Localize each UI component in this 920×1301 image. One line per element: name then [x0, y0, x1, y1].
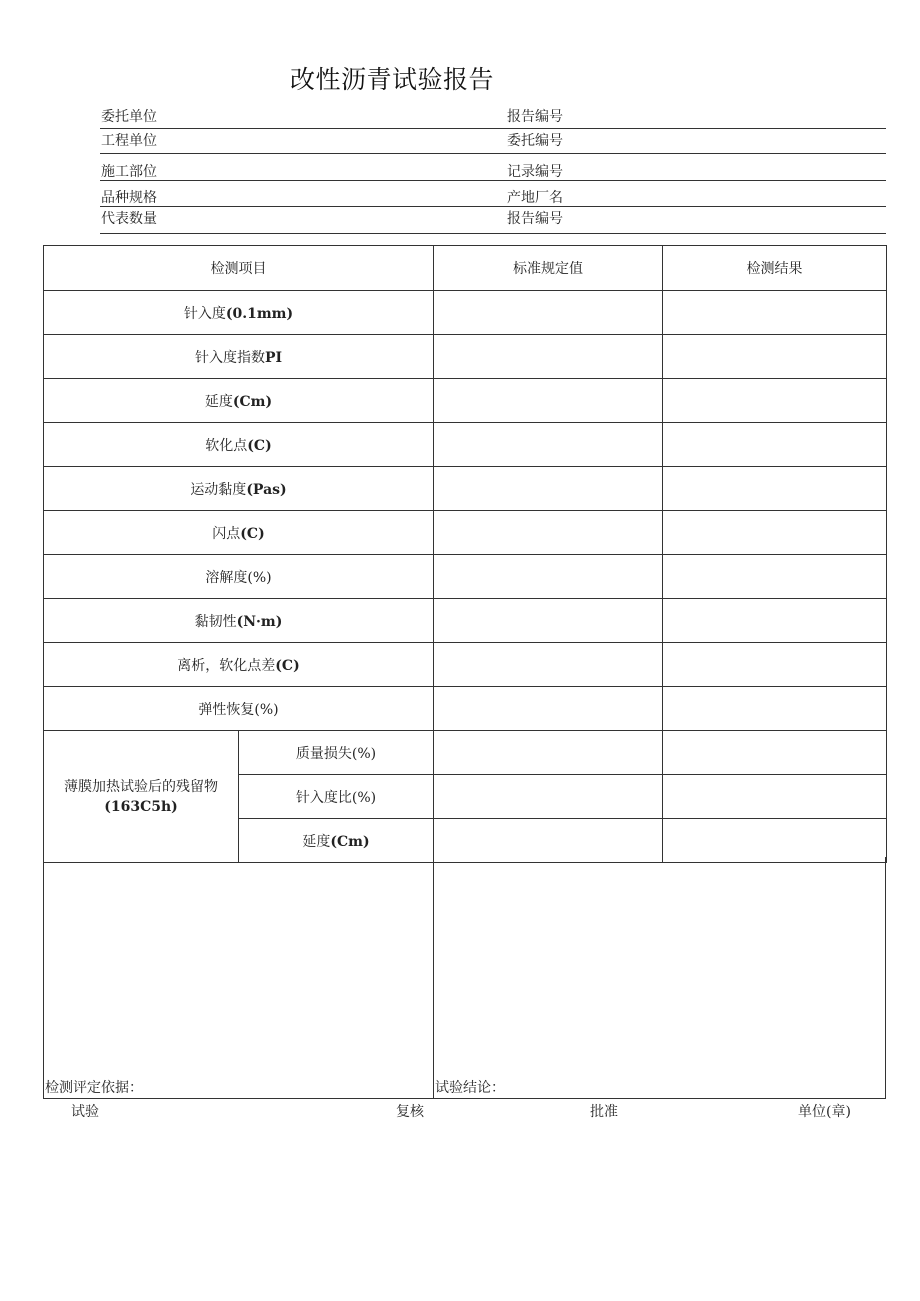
- conclusion-section: [43, 857, 886, 1099]
- result-cell[interactable]: [663, 379, 887, 423]
- header-standard-value: 标准规定值: [434, 246, 663, 291]
- row-label: 针入度(0.1mm): [44, 291, 434, 335]
- result-cell[interactable]: [663, 467, 887, 511]
- meta-label-manufacturer: 产地厂名: [507, 190, 563, 206]
- meta-divider: [100, 206, 886, 207]
- table-header-row: [44, 246, 887, 291]
- result-cell[interactable]: [663, 819, 887, 863]
- meta-label-commission-no: 委托编号: [507, 133, 563, 149]
- table-row: [44, 643, 887, 687]
- header-test-result: 检测结果: [663, 246, 887, 291]
- result-cell[interactable]: [663, 291, 887, 335]
- standard-value-cell[interactable]: [434, 819, 663, 863]
- standard-value-cell[interactable]: [434, 467, 663, 511]
- row-label: 针入度指数PI: [44, 335, 434, 379]
- group-label-residue: 薄膜加热试验后的残留物 (163C5h): [44, 731, 239, 863]
- report-title: 改性沥青试验报告: [290, 65, 495, 94]
- standard-value-cell[interactable]: [434, 599, 663, 643]
- meta-label-client-unit: 委托单位: [101, 109, 157, 125]
- standard-value-cell[interactable]: [434, 687, 663, 731]
- row-label: 弹性恢复(%): [44, 687, 434, 731]
- section-divider: [433, 857, 434, 1098]
- table-row: [44, 731, 887, 775]
- row-label: 溶解度(%): [44, 555, 434, 599]
- table-row: [44, 555, 887, 599]
- meta-divider: [100, 180, 886, 181]
- result-cell[interactable]: [663, 687, 887, 731]
- standard-value-cell[interactable]: [434, 775, 663, 819]
- result-cell[interactable]: [663, 775, 887, 819]
- result-cell[interactable]: [663, 731, 887, 775]
- meta-divider: [100, 153, 886, 154]
- header-test-item: 检测项目: [44, 246, 434, 291]
- row-label: 离析，软化点差(C): [44, 643, 434, 687]
- table-row: [44, 379, 887, 423]
- standard-value-cell[interactable]: [434, 335, 663, 379]
- row-label: 黏韧性(N·m): [44, 599, 434, 643]
- signature-reviewer: 复核: [396, 1104, 424, 1120]
- meta-divider: [100, 233, 886, 234]
- meta-label-record-no: 记录编号: [507, 164, 563, 180]
- standard-value-cell[interactable]: [434, 555, 663, 599]
- standard-value-cell[interactable]: [434, 379, 663, 423]
- table-row: [44, 687, 887, 731]
- table-row: [44, 423, 887, 467]
- meta-label-quantity: 代表数量: [101, 211, 157, 227]
- meta-divider: [100, 128, 886, 129]
- standard-value-cell[interactable]: [434, 643, 663, 687]
- result-cell[interactable]: [663, 555, 887, 599]
- standard-value-cell[interactable]: [434, 291, 663, 335]
- row-label: 运动黏度(Pas): [44, 467, 434, 511]
- sub-row-label: 延度(Cm): [239, 819, 434, 863]
- signature-unit-seal: 单位(章): [798, 1104, 851, 1120]
- meta-label-report-no: 报告编号: [507, 109, 563, 125]
- table-row: [44, 335, 887, 379]
- signature-approver: 批准: [590, 1104, 618, 1120]
- row-label: 闪点(C): [44, 511, 434, 555]
- standard-value-cell[interactable]: [434, 511, 663, 555]
- table-row: [44, 467, 887, 511]
- meta-label-variety-spec: 品种规格: [101, 190, 157, 206]
- result-cell[interactable]: [663, 335, 887, 379]
- table-row: [44, 291, 887, 335]
- table-row: [44, 599, 887, 643]
- standard-value-cell[interactable]: [434, 423, 663, 467]
- signature-tester: 试验: [71, 1104, 99, 1120]
- meta-label-construction-site: 施工部位: [101, 164, 157, 180]
- result-cell[interactable]: [663, 599, 887, 643]
- result-cell[interactable]: [663, 643, 887, 687]
- row-label: 延度(Cm): [44, 379, 434, 423]
- result-cell[interactable]: [663, 511, 887, 555]
- meta-label-report-no-2: 报告编号: [507, 211, 563, 227]
- result-cell[interactable]: [663, 423, 887, 467]
- table-row: [44, 511, 887, 555]
- meta-label-project-unit: 工程单位: [101, 133, 157, 149]
- test-conclusion-label: 试验结论：: [435, 1080, 505, 1096]
- standard-value-cell[interactable]: [434, 731, 663, 775]
- row-label: 软化点(C): [44, 423, 434, 467]
- sub-row-label: 质量损失(%): [239, 731, 434, 775]
- evaluation-basis-label: 检测评定依据：: [45, 1080, 143, 1096]
- test-results-table: [43, 245, 887, 863]
- sub-row-label: 针入度比(%): [239, 775, 434, 819]
